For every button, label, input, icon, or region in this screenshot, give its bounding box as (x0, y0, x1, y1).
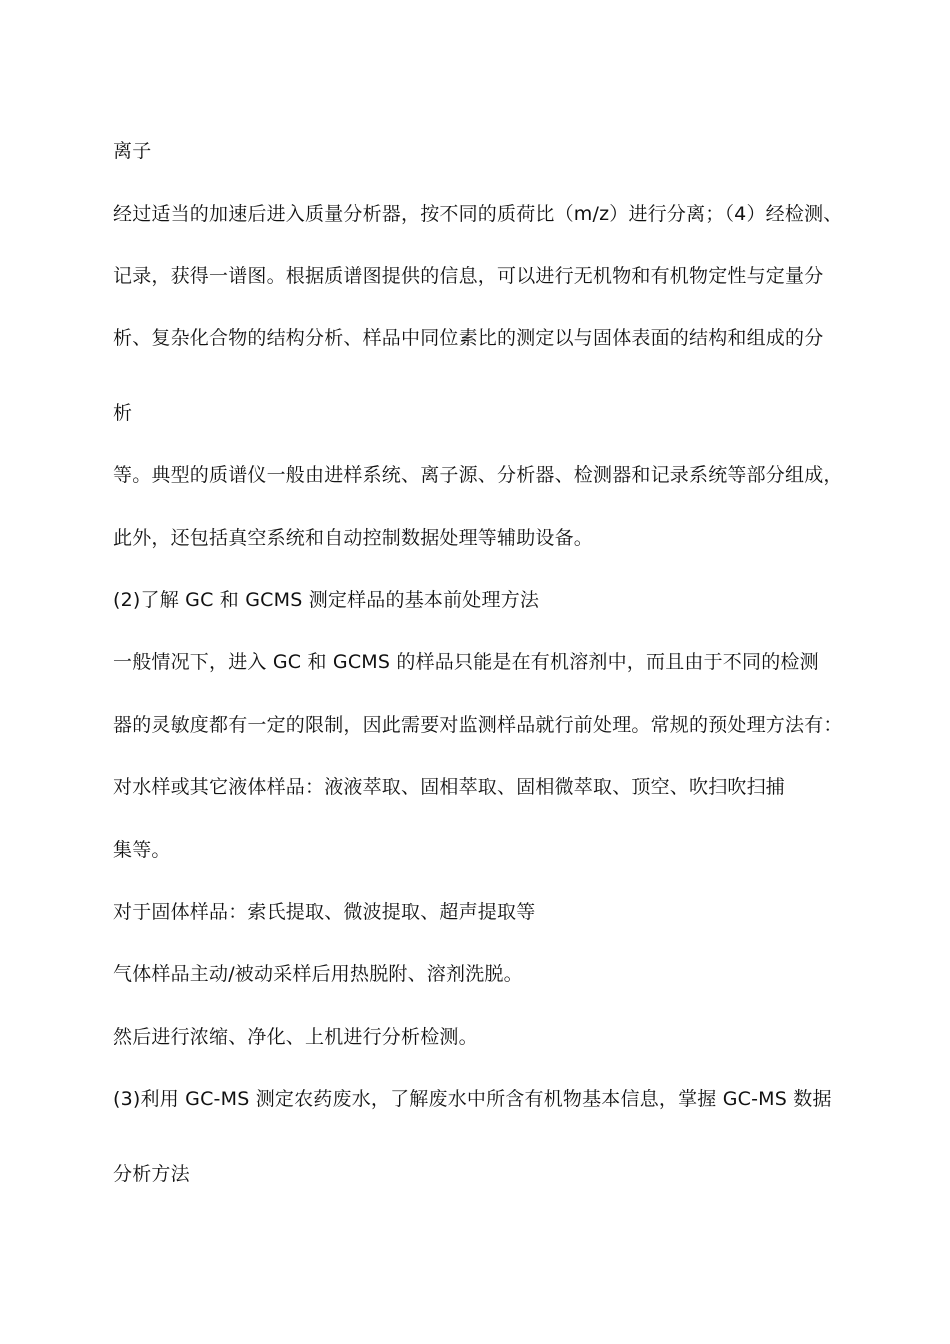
text-line: 记录，获得一谱图。根据质谱图提供的信息，可以进行无机物和有机物定性与定量分 (113, 265, 824, 287)
section-heading: (3)利用 GC-MS 测定农药废水，了解废水中所含有机物基本信息，掌握 GC-MS 数据 (113, 1088, 832, 1110)
text-line: 然后进行浓缩、净化、上机进行分析检测。 (113, 1026, 478, 1048)
text-line: 一般情况下，进入 GC 和 GCMS 的样品只能是在有机溶剂中，而且由于不同的检测 (113, 651, 819, 673)
text-line: 对于固体样品：索氏提取、微波提取、超声提取等 (113, 901, 536, 923)
text-line: 集等。 (113, 839, 171, 861)
text-line: 分析方法 (113, 1163, 190, 1185)
section-heading: (2)了解 GC 和 GCMS 测定样品的基本前处理方法 (113, 589, 540, 611)
text-line: 离子 (113, 140, 152, 162)
text-line: 此外，还包括真空系统和自动控制数据处理等辅助设备。 (113, 527, 594, 549)
text-line: 析 (113, 402, 133, 424)
text-line: 器的灵敏度都有一定的限制，因此需要对监测样品就行前处理。常规的预处理方法有： (113, 714, 843, 736)
text-line: 对水样或其它液体样品：液液萃取、固相萃取、固相微萃取、顶空、吹扫吹扫捕 (113, 776, 786, 798)
text-line: 等。典型的质谱仪一般由进样系统、离子源、分析器、检测器和记录系统等部分组成， (113, 464, 843, 486)
text-line: 析、复杂化合物的结构分析、样品中同位素比的测定以与固体表面的结构和组成的分 (113, 327, 824, 349)
text-line: 气体样品主动/被动采样后用热脱附、溶剂洗脱。 (113, 963, 523, 985)
text-line: 经过适当的加速后进入质量分析器，按不同的质荷比（m/z）进行分离；（4）经检测、 (113, 203, 843, 225)
